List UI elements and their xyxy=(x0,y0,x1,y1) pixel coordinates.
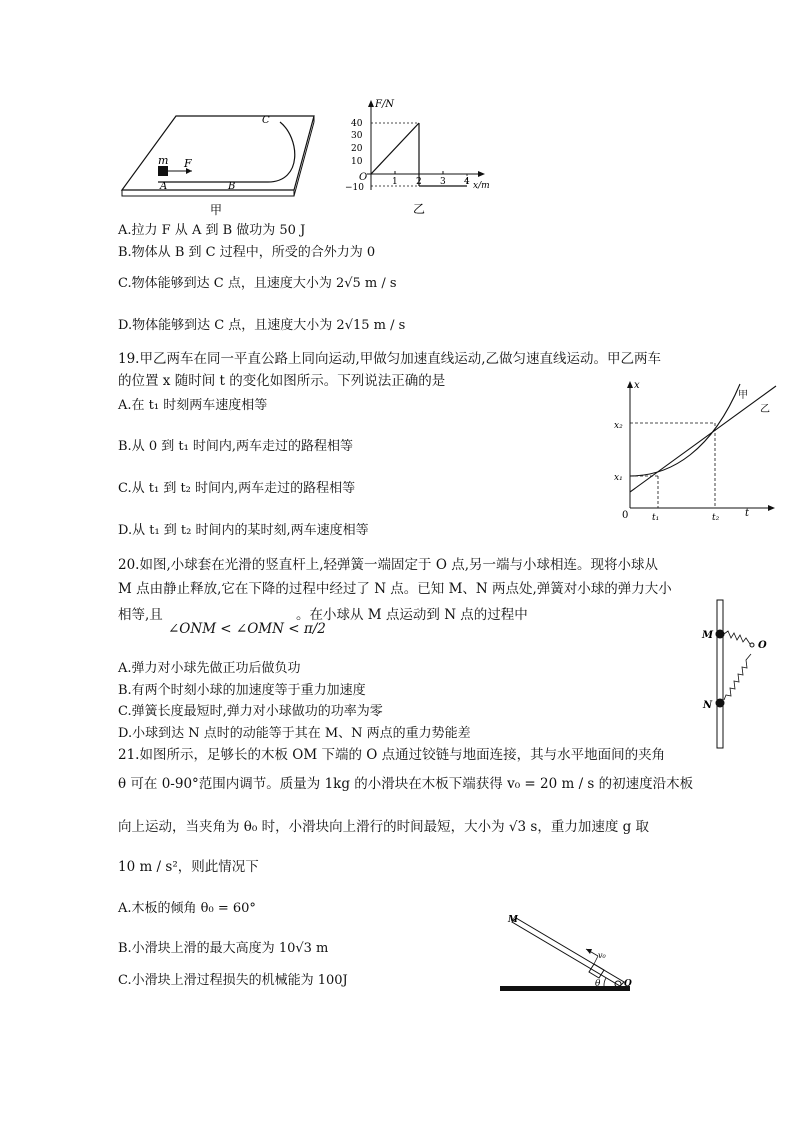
spring-at-M xyxy=(724,631,750,644)
axis-t: t xyxy=(745,508,750,519)
q21-stem-line4: 10 m / s²，则此情况下 xyxy=(118,859,259,875)
q20-option-c: C.弹簧长度最短时,弹力对小球做功的功率为零 xyxy=(118,704,383,719)
q19-xt-graph xyxy=(612,378,782,522)
label-theta: θ xyxy=(595,979,601,989)
fig18-track-diagram xyxy=(118,108,318,218)
label-O: O xyxy=(624,979,632,989)
xtick-4: 4 xyxy=(464,177,470,187)
q19-stem-line1: 19.甲乙两车在同一平直公路上同向运动,甲做匀加速直线运动,乙做匀速直线运动。甲乙两车 xyxy=(118,351,662,367)
q21-option-c: C.小滑块上滑过程损失的机械能为 100J xyxy=(118,973,348,988)
q19-option-c: C.从 t₁ 到 t₂ 时间内,两车走过的路程相等 xyxy=(118,481,356,496)
label-v0: v₀ xyxy=(598,951,606,960)
q20-rod-spring-diagram xyxy=(700,598,780,750)
fig18-force-graph xyxy=(345,98,505,216)
graph-ylabel: F/N xyxy=(375,99,395,110)
label-t1: t₁ xyxy=(652,513,660,522)
q19-option-b: B.从 0 到 t₁ 时间内,两车走过的路程相等 xyxy=(118,439,354,454)
label-O: O xyxy=(758,640,767,651)
ytick-30: 30 xyxy=(351,131,363,141)
q18-option-d: D.物体能够到达 C 点，且速度大小为 2√15 m / s xyxy=(118,318,406,333)
origin: 0 xyxy=(622,510,629,521)
spring-at-N xyxy=(724,654,751,700)
label-A: A xyxy=(160,181,168,192)
q19-stem-line2: 的位置 x 随时间 t 的变化如图所示。下列说法正确的是 xyxy=(118,373,446,389)
track-curve xyxy=(158,122,295,182)
label-m: m xyxy=(158,154,169,167)
ytick-40: 40 xyxy=(351,119,363,129)
curve-jia xyxy=(630,384,740,476)
board-OM xyxy=(512,918,624,986)
label-t2: t₂ xyxy=(712,513,720,522)
angle-arc xyxy=(604,978,606,986)
line-yi xyxy=(630,386,776,492)
q20-stem-line3b: ∠ONM < ∠OMN < π/2 xyxy=(168,621,326,637)
q21-option-b: B.小滑块上滑的最大高度为 10√3 m xyxy=(118,941,329,956)
q21-stem-line2: θ 可在 0-90°范围内调节。质量为 1kg 的小滑块在木板下端获得 v₀ = 20 m / s 的初速度沿木板 xyxy=(118,776,694,792)
block-m xyxy=(158,166,168,176)
vertical-rod xyxy=(717,600,723,748)
q19-option-a: A.在 t₁ 时刻两车速度相等 xyxy=(118,398,268,413)
ytick-10: 10 xyxy=(351,157,363,167)
graph-origin: O xyxy=(359,172,368,183)
xtick-2: 2 xyxy=(416,177,422,187)
ball-M xyxy=(716,630,725,639)
xtick-3: 3 xyxy=(440,177,446,187)
q20-stem-line3a: 相等,且 xyxy=(118,607,163,623)
ground xyxy=(500,986,630,991)
label-jia: 甲 xyxy=(738,390,748,401)
q21-stem-line1: 21.如图所示，足够长的木板 OM 下端的 O 点通过铰链与地面连接，其与水平地面间的夹角 xyxy=(118,747,666,763)
force-ramp xyxy=(371,123,419,174)
q21-option-a: A.木板的倾角 θ₀ = 60° xyxy=(118,901,256,916)
label-C: C xyxy=(262,115,270,126)
q19-option-d: D.从 t₁ 到 t₂ 时间内的某时刻,两车速度相等 xyxy=(118,523,369,538)
q20-option-d: D.小球到达 N 点时的动能等于其在 M、N 两点的重力势能差 xyxy=(118,726,471,741)
axis-x: x xyxy=(634,380,640,391)
label-M: M xyxy=(508,915,518,925)
q18-option-a: A.拉力 F 从 A 到 B 做功为 50 J xyxy=(118,223,306,238)
q20-stem-line1: 20.如图,小球套在光滑的竖直杆上,轻弹簧一端固定于 O 点,另一端与小球相连。现将小球从 xyxy=(118,557,658,573)
caption-yi: 乙 xyxy=(413,202,426,216)
pivot-O xyxy=(750,643,754,647)
q20-stem-line2: M 点由静止释放,它在下降的过程中经过了 N 点。已知 M、N 两点处,弹簧对小球的弹力大小 xyxy=(118,581,672,597)
label-F: F xyxy=(184,157,192,170)
q18-option-b: B.物体从 B 到 C 过程中，所受的合外力为 0 xyxy=(118,245,376,260)
q21-incline-diagram xyxy=(498,912,654,998)
q21-stem-line3: 向上运动，当夹角为 θ₀ 时，小滑块向上滑行的时间最短，大小为 √3 s，重力加速度 g 取 xyxy=(118,819,650,835)
label-M: M xyxy=(702,630,714,641)
graph-xlabel: x/m xyxy=(473,181,490,191)
q20-option-a: A.弹力对小球先做正功后做负功 xyxy=(118,661,301,676)
label-N: N xyxy=(703,700,713,711)
label-B: B xyxy=(228,181,236,192)
label-x2: x₂ xyxy=(614,421,623,431)
q20-option-b: B.有两个时刻小球的加速度等于重力加速度 xyxy=(118,683,366,698)
caption-jia: 甲 xyxy=(210,203,223,217)
ytick-20: 20 xyxy=(351,144,363,154)
label-x1: x₁ xyxy=(614,473,623,483)
q18-option-c: C.物体能够到达 C 点，且速度大小为 2√5 m / s xyxy=(118,276,397,291)
q20-stem-line3c: 。在小球从 M 点运动到 N 点的过程中 xyxy=(296,607,528,623)
ball-N xyxy=(716,699,725,708)
label-yi: 乙 xyxy=(760,404,770,415)
xtick-1: 1 xyxy=(392,177,398,187)
ytick-neg10: −10 xyxy=(345,183,364,193)
